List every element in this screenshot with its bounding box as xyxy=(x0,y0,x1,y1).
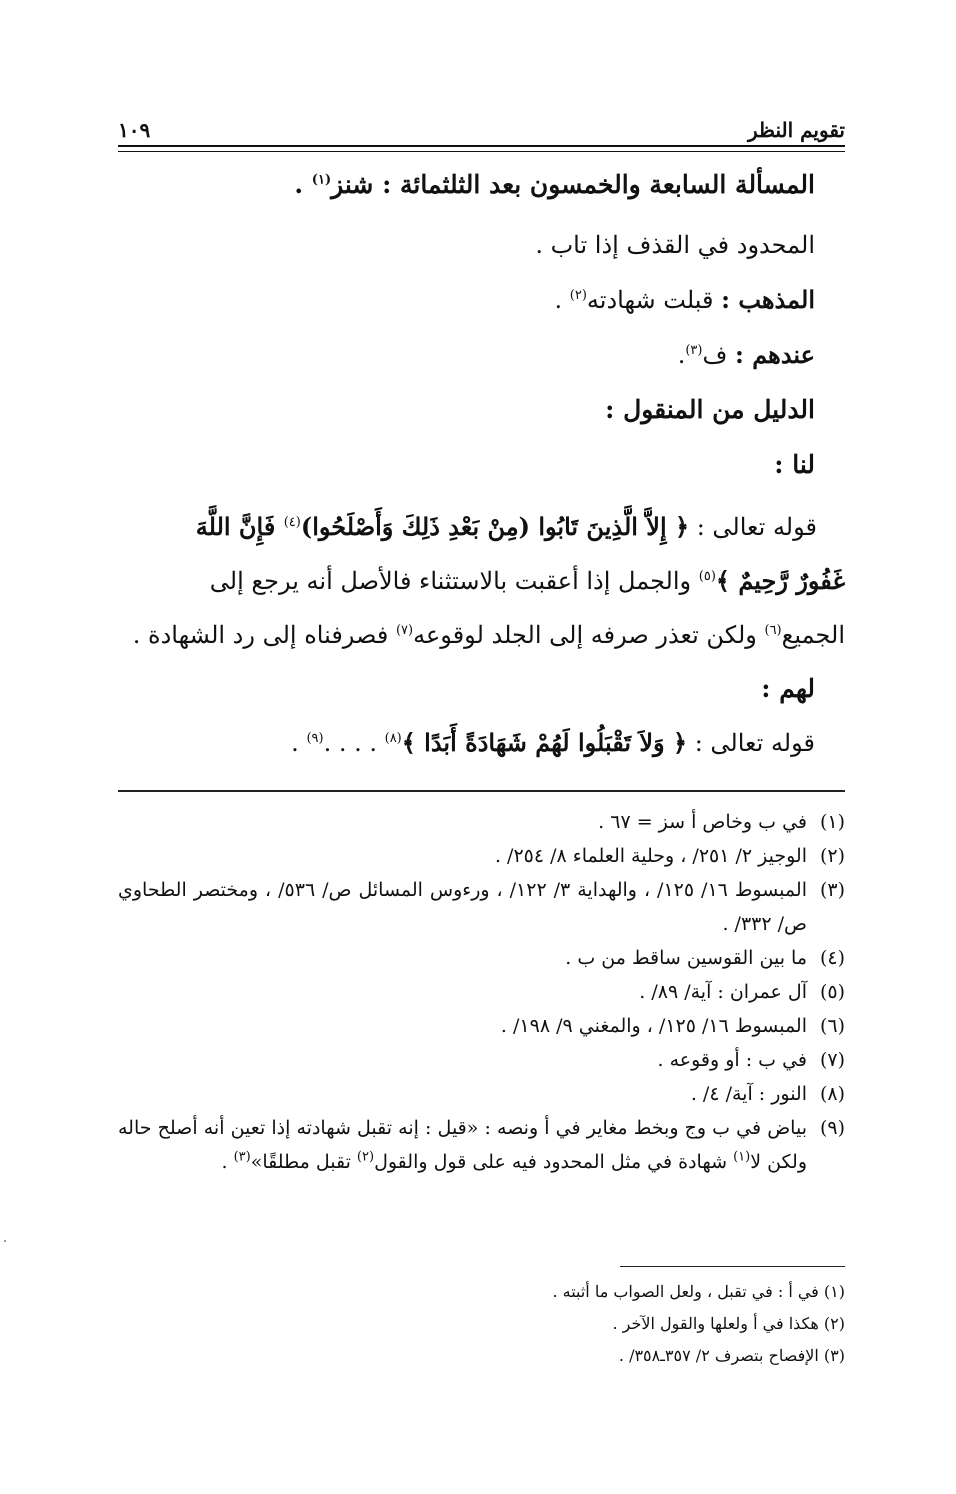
indahum-line: عندهم : ف$^{(٣)}$. xyxy=(677,340,815,369)
argument-block xyxy=(118,500,845,770)
running-header xyxy=(118,108,845,142)
footnote-item: (١) في ب وخاص أ سز = ٦٧ . xyxy=(598,811,845,833)
argument-line-2: غَفُورٌ رَّحِيمٌ ﴾$^{(٥)}$ والجمل إذا أعقبت بالاستثناء فالأصل أنه يرجع إلى xyxy=(209,566,845,595)
madhhab-label: المذهب : xyxy=(721,285,815,314)
scan-speck xyxy=(4,1240,6,1242)
footnote-ref: (٢) xyxy=(356,1149,375,1165)
footnote-ref: (٣) xyxy=(685,343,703,358)
lahum-heading: لهم : xyxy=(761,674,815,703)
sub-footnotes xyxy=(118,1276,845,1372)
footnote-item: (٤) ما بين القوسين ساقط من ب . xyxy=(565,947,845,969)
issue-title: المسألة السابعة والخمسون بعد الثلثمائة : شنز$^{(١)}$ . xyxy=(294,170,815,199)
footnotes xyxy=(118,805,845,1179)
footnote-item: (٢) الوجيز ٢/ ٢٥١/ ، وحلية العلماء ٨/ ٢٥٤/ . xyxy=(494,845,845,867)
footnote-ref: (٢) xyxy=(569,288,587,303)
footnote-item: (٦) المبسوط ١٦/ ١٢٥/ ، والمغني ٩/ ١٩٨/ . xyxy=(500,1015,845,1037)
subnote-separator xyxy=(620,1266,845,1267)
footnote-ref: (٧) xyxy=(395,623,414,638)
subnote-item: (٣) الإفصاح بتصرف ٢/ ٣٥٧ـ٣٥٨/ . xyxy=(618,1346,845,1365)
madhhab-line: المذهب : قبلت شهادته$^{(٢)}$ . xyxy=(554,285,815,314)
footnote-item: (٣) المبسوط ١٦/ ١٢٥/ ، والهداية ٣/ ١٢٢/ ، ورءوس المسائل ص/ ٥٣٦/ ، ومختصر الطحاوي ص/ ٣٣٢/ . xyxy=(118,879,845,935)
issue-statement: المحدود في القذف إذا تاب . xyxy=(535,231,815,259)
page-number: ١٠٩ xyxy=(118,118,151,142)
footnote-ref: (٩) xyxy=(306,731,324,746)
evidence-heading: الدليل من المنقول : xyxy=(605,395,815,424)
quran-verse: ﴿ وَلاَ تَقْبَلُوا لَهُمْ شَهَادَةً أَبَدًا ﴾ xyxy=(401,728,688,757)
footnote-item: (٥) آل عمران : آية/ ٨٩/ . xyxy=(639,981,845,1003)
indahum-label: عندهم : xyxy=(734,340,815,369)
footnote-ref: (١) xyxy=(733,1149,751,1165)
footnote-ref: (٨) xyxy=(384,731,402,746)
footnote-ref: (٥) xyxy=(698,569,716,584)
main-text xyxy=(118,160,815,491)
lana-heading: لنا : xyxy=(774,450,815,479)
book-title: تقويم النظر xyxy=(748,118,845,142)
footnote-separator xyxy=(118,790,845,792)
footnote-ref: (٤) xyxy=(283,515,301,530)
footnote-item: (٧) في ب : أو وقوعه . xyxy=(657,1049,845,1071)
footnote-ref: (١) xyxy=(311,172,332,188)
subnote-item: (١) في أ : في تقبل ، ولعل الصواب ما أثبته . xyxy=(552,1282,845,1301)
footnote-ref: (٦) xyxy=(764,623,782,638)
header-rule xyxy=(118,145,845,152)
quran-verse: ﴿ إِلاَّ الَّذِينَ تَابُوا (مِنْ بَعْدِ ذَلِكَ وَأَصْلَحُوا) xyxy=(300,512,690,541)
argument-line-3: الجميع$^{(٦)}$ ولكن تعذر صرفه إلى الجلد لوقوعه$^{(٧)}$ فصرفناه إلى رد الشهادة . xyxy=(132,621,845,649)
footnote-ref: (٣) xyxy=(233,1149,251,1165)
argument-line-1: قوله تعالى : ﴿ إِلاَّ الَّذِينَ تَابُوا (مِنْ بَعْدِ ذَلِكَ وَأَصْلَحُوا)$^{(٤)}$ فَإِنَّ اللَّهَ xyxy=(195,512,817,541)
subnote-item: (٢) هكذا في أ ولعلها والقول الآخر . xyxy=(612,1314,845,1333)
argument-line-5: قوله تعالى : ﴿ وَلاَ تَقْبَلُوا لَهُمْ شَهَادَةً أَبَدًا ﴾$^{(٨)}$ . . . .$^{(٩)}$ . xyxy=(291,728,815,757)
quran-verse: غَفُورٌ رَّحِيمٌ ﴾ xyxy=(715,566,845,595)
footnote-item: (٨) النور : آية/ ٤/ . xyxy=(690,1083,845,1105)
footnote-item: (٩) بياض في ب وج وبخط مغاير في أ ونصه : «قيل : إنه تقبل شهادته إذا تعين أنه أصلح حاله ولكن لا$^{(١)}$ شهادة في مثل المحدود فيه على قول والقول$^{(٢)}$ تقبل مطلقًا»$^{(٣)}$ . xyxy=(118,1117,845,1173)
